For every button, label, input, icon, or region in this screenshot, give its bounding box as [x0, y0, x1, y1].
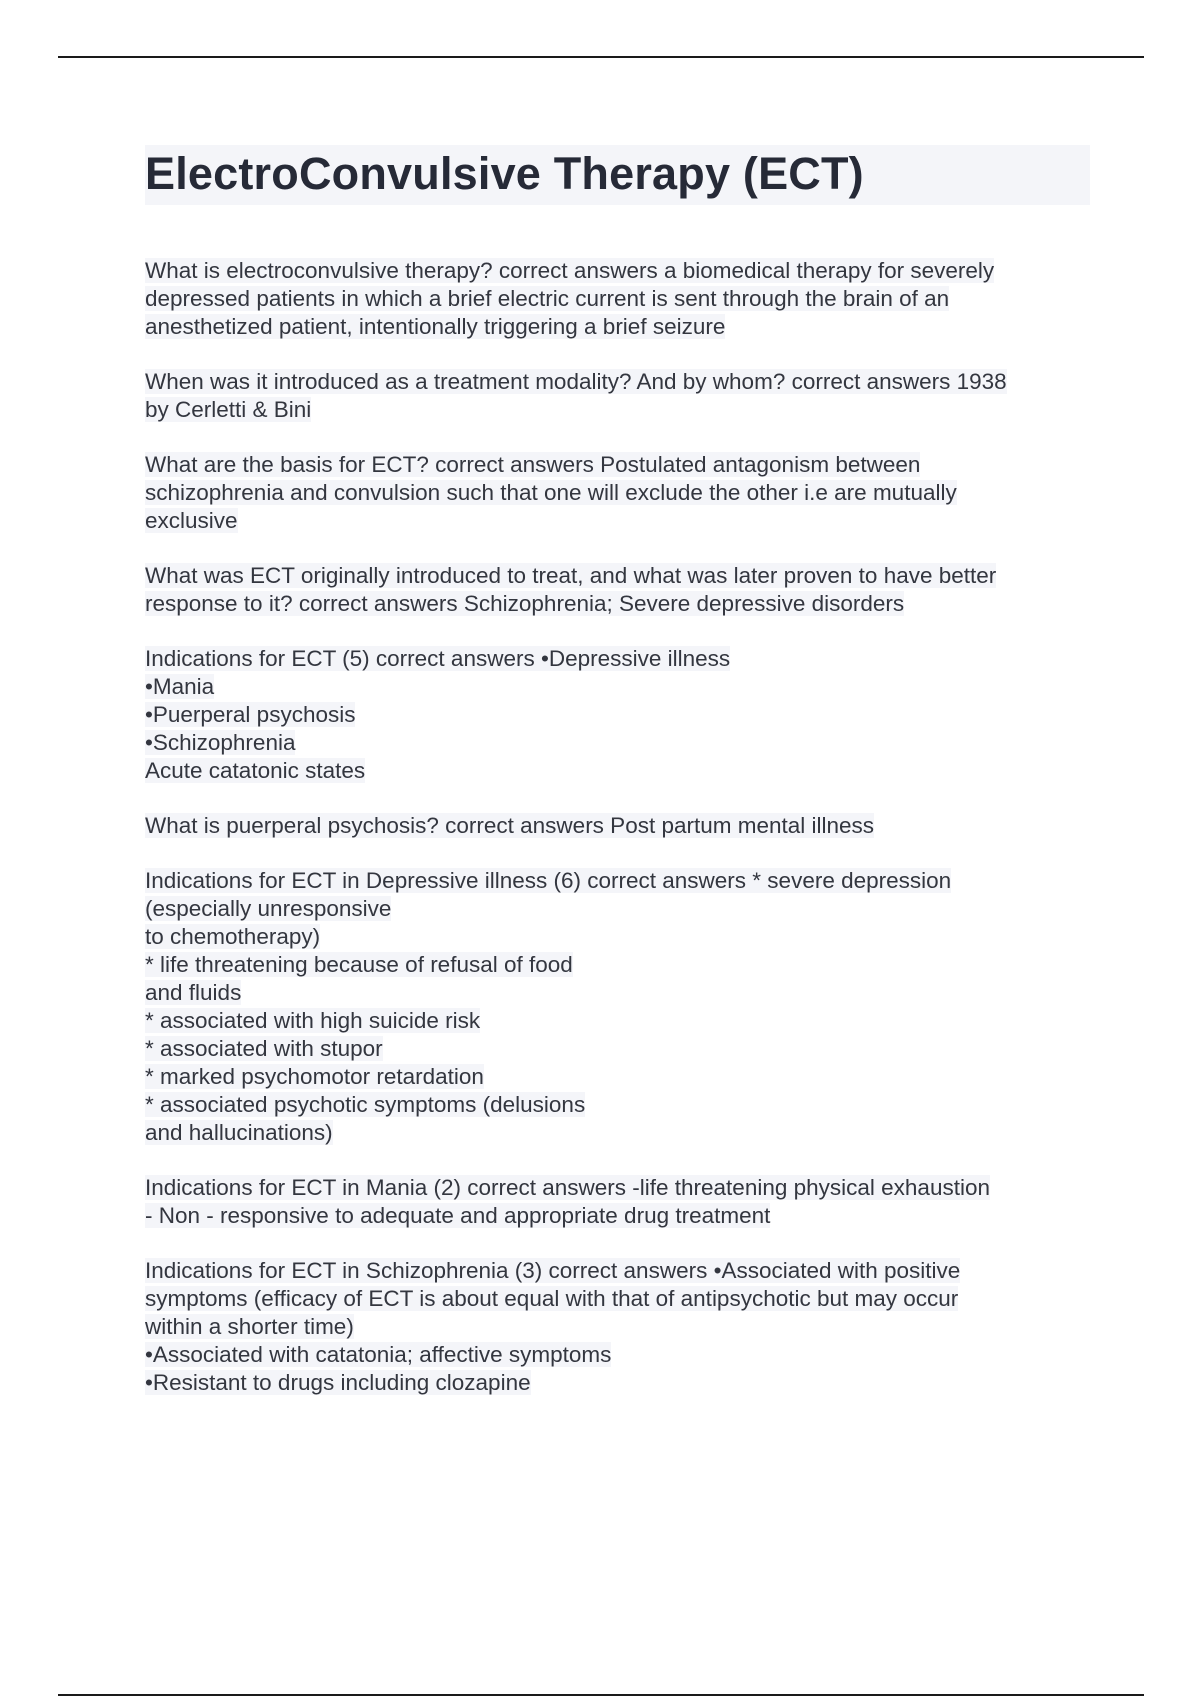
- qa-item: [145, 812, 1090, 840]
- qa-line-text: •Schizophrenia: [145, 730, 296, 755]
- qa-item: [145, 451, 1090, 535]
- qa-line: [145, 1313, 1090, 1341]
- qa-line: [145, 285, 1090, 313]
- qa-line: [145, 1091, 1090, 1119]
- qa-line: [145, 257, 1090, 285]
- qa-line: [145, 1063, 1090, 1091]
- qa-line: [145, 979, 1090, 1007]
- qa-list: [145, 257, 1090, 1397]
- qa-line-text: * associated with high suicide risk: [145, 1008, 481, 1033]
- qa-line-text: •Resistant to drugs including clozapine: [145, 1370, 531, 1395]
- qa-line: [145, 701, 1090, 729]
- qa-line: [145, 757, 1090, 785]
- qa-line-text: What is electroconvulsive therapy? correct answers a biomedical therapy for severely: [145, 258, 995, 283]
- qa-line: [145, 451, 1090, 479]
- qa-line-text: (especially unresponsive: [145, 896, 392, 921]
- qa-line: [145, 812, 1090, 840]
- qa-line: [145, 951, 1090, 979]
- qa-line-text: * marked psychomotor retardation: [145, 1064, 484, 1089]
- qa-item: [145, 368, 1090, 424]
- qa-line: [145, 507, 1090, 535]
- qa-line: [145, 1285, 1090, 1313]
- qa-line-text: Indications for ECT in Depressive illness (6) correct answers * severe depression: [145, 868, 952, 893]
- qa-line-text: •Mania: [145, 674, 215, 699]
- qa-line-text: response to it? correct answers Schizophrenia; Severe depressive disorders: [145, 591, 905, 616]
- qa-item: [145, 1174, 1090, 1230]
- qa-line-text: * life threatening because of refusal of food: [145, 952, 573, 977]
- qa-line: [145, 645, 1090, 673]
- qa-line-text: anesthetized patient, intentionally triggering a brief seizure: [145, 314, 726, 339]
- qa-line-text: Indications for ECT in Mania (2) correct answers -life threatening physical exhaustion: [145, 1175, 990, 1200]
- qa-line-text: What are the basis for ECT? correct answers Postulated antagonism between: [145, 452, 921, 477]
- qa-line-text: - Non - responsive to adequate and appropriate drug treatment: [145, 1203, 771, 1228]
- qa-line-text: Acute catatonic states: [145, 758, 366, 783]
- qa-item: [145, 645, 1090, 785]
- qa-line-text: * associated with stupor: [145, 1036, 383, 1061]
- qa-line: [145, 1202, 1090, 1230]
- qa-item: [145, 867, 1090, 1147]
- qa-line-text: What is puerperal psychosis? correct answers Post partum mental illness: [145, 813, 875, 838]
- qa-line-text: * associated psychotic symptoms (delusions: [145, 1092, 586, 1117]
- qa-line-text: depressed patients in which a brief electric current is sent through the brain of an: [145, 286, 950, 311]
- top-rule: [58, 56, 1144, 58]
- qa-line-text: What was ECT originally introduced to treat, and what was later proven to have better: [145, 563, 997, 588]
- qa-line: [145, 867, 1090, 895]
- qa-item: [145, 1257, 1090, 1397]
- qa-line: [145, 562, 1090, 590]
- qa-line-text: exclusive: [145, 508, 238, 533]
- qa-line: [145, 590, 1090, 618]
- qa-line: [145, 1174, 1090, 1202]
- qa-line-text: Indications for ECT (5) correct answers •Depressive illness: [145, 646, 731, 671]
- qa-line: [145, 479, 1090, 507]
- qa-line: [145, 396, 1090, 424]
- qa-line-text: When was it introduced as a treatment modality? And by whom? correct answers 1938: [145, 369, 1007, 394]
- qa-line-text: symptoms (efficacy of ECT is about equal with that of antipsychotic but may occur: [145, 1286, 959, 1311]
- qa-line: [145, 673, 1090, 701]
- qa-line: [145, 313, 1090, 341]
- qa-line-text: and fluids: [145, 980, 242, 1005]
- qa-line: [145, 1035, 1090, 1063]
- qa-line: [145, 729, 1090, 757]
- qa-item: [145, 562, 1090, 618]
- page-title: ElectroConvulsive Therapy (ECT): [145, 145, 1090, 205]
- qa-line-text: •Puerperal psychosis: [145, 702, 356, 727]
- qa-line: [145, 1119, 1090, 1147]
- qa-line-text: •Associated with catatonia; affective symptoms: [145, 1342, 612, 1367]
- qa-line: [145, 1341, 1090, 1369]
- document-body: [145, 145, 1090, 1424]
- qa-line-text: by Cerletti & Bini: [145, 397, 312, 422]
- qa-line: [145, 895, 1090, 923]
- qa-line: [145, 1007, 1090, 1035]
- qa-line: [145, 368, 1090, 396]
- qa-line: [145, 1369, 1090, 1397]
- bottom-rule: [58, 1694, 1144, 1696]
- qa-line-text: to chemotherapy): [145, 924, 321, 949]
- qa-line: [145, 923, 1090, 951]
- qa-line-text: within a shorter time): [145, 1314, 354, 1339]
- qa-line-text: schizophrenia and convulsion such that one will exclude the other i.e are mutually: [145, 480, 957, 505]
- qa-line-text: Indications for ECT in Schizophrenia (3) correct answers •Associated with positive: [145, 1258, 961, 1283]
- qa-item: [145, 257, 1090, 341]
- qa-line-text: and hallucinations): [145, 1120, 333, 1145]
- qa-line: [145, 1257, 1090, 1285]
